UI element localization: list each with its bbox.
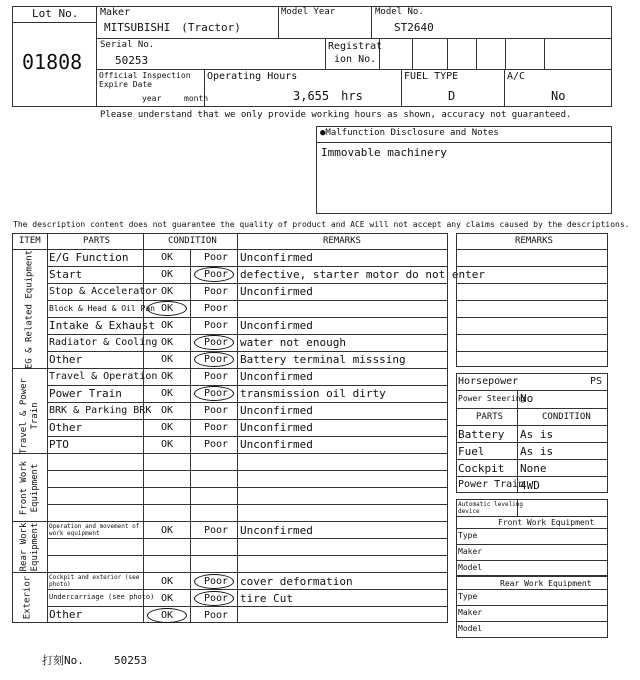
remark-text: Unconfirmed — [240, 285, 313, 298]
remark-text: tire Cut — [240, 592, 293, 605]
malfunction-box — [316, 126, 612, 214]
ok-option: OK — [161, 303, 174, 314]
poor-option: Poor — [204, 388, 229, 399]
ok-option: OK — [161, 337, 174, 348]
right-remarks-header: REMARKS — [515, 236, 553, 246]
ok-option: OK — [161, 525, 174, 536]
serial-label: Serial No. — [100, 40, 155, 50]
ok-option: OK — [161, 269, 174, 280]
poor-option: Poor — [204, 610, 229, 621]
selected-poor-marker — [194, 591, 234, 606]
front-model-label: Model — [458, 563, 483, 572]
part-label: Start — [49, 268, 83, 281]
part-label: Other — [49, 608, 83, 621]
ok-option: OK — [161, 405, 174, 416]
ok-option: OK — [161, 388, 174, 399]
ok-option: OK — [161, 320, 174, 331]
remark-text: Unconfirmed — [240, 319, 313, 332]
ok-option: OK — [161, 593, 174, 604]
battery-label: Battery — [458, 428, 505, 441]
horsepower-label: Horsepower — [458, 376, 519, 387]
rear-model-label: Model — [458, 624, 483, 633]
model-year-label: Model Year — [281, 7, 336, 17]
ac-value: No — [551, 89, 566, 103]
year-label: year — [142, 94, 162, 103]
fuel-value: As is — [520, 445, 554, 458]
auto-leveling-label: Automatic leveling — [458, 501, 524, 508]
part-label: Power Train — [49, 387, 122, 400]
remark-text: water not enough — [240, 336, 346, 349]
poor-option: Poor — [204, 269, 229, 280]
lot-number: 01808 — [22, 50, 83, 74]
lot-label: Lot No. — [32, 7, 79, 20]
spec-parts-header: PARTS — [476, 412, 504, 422]
part-label: Travel & Operation — [49, 371, 158, 382]
rear-work-title: Rear Work Equipment — [500, 579, 592, 588]
ok-option: OK — [161, 286, 174, 297]
part-label: Undercarriage (see photo) — [49, 593, 155, 601]
remark-text: defective, starter motor do not enter — [240, 268, 486, 281]
part-label: Intake & Exhaust — [49, 319, 155, 332]
model-no-value: ST2640 — [394, 21, 434, 34]
remark-text: transmission oil dirty — [240, 387, 386, 400]
disclaimer: The description content does not guarantee the quality of product and ACE will not accept any claims caused by the descriptions. — [13, 220, 630, 229]
ok-option: OK — [161, 422, 174, 433]
ok-option: OK — [161, 610, 174, 621]
inspection-label: Official Inspection — [99, 71, 191, 80]
ok-option: OK — [161, 354, 174, 365]
selected-poor-marker — [194, 335, 234, 350]
cockpit-label: Cockpit — [458, 462, 505, 475]
stamp-label: 打刻No. — [42, 654, 84, 667]
front-type-label: Type — [458, 531, 478, 540]
maker-label: Maker — [100, 7, 131, 18]
part-label: Other — [49, 353, 83, 366]
hours-notice: Please understand that we only provide working hours as shown, accuracy not guaranteed. — [100, 110, 572, 120]
part-label: Radiator & Cooling — [49, 337, 158, 348]
hours-label: Operating Hours — [207, 71, 298, 82]
col-header-remarks: REMARKS — [323, 236, 361, 246]
col-header-parts: PARTS — [83, 236, 111, 246]
ac-label: A/C — [507, 71, 526, 82]
cockpit-value: None — [520, 462, 547, 475]
remark-text: Unconfirmed — [240, 370, 313, 383]
malfunction-text: Immovable machinery — [321, 146, 447, 159]
group-label-rear: Rear Work Equipment — [19, 522, 40, 572]
poor-option: Poor — [204, 252, 229, 263]
selected-poor-marker — [194, 574, 234, 589]
front-maker-label: Maker — [458, 547, 483, 556]
ok-option: OK — [161, 439, 174, 450]
selected-poor-marker — [194, 267, 234, 282]
fuel-type-label: FUEL TYPE — [404, 71, 459, 82]
poor-option: Poor — [204, 593, 229, 604]
remark-text: Unconfirmed — [240, 421, 313, 434]
part-label: BRK & Parking BRK — [49, 405, 152, 416]
group-label-eg: EG & Related Equipment — [24, 249, 35, 370]
part-label: Operation and movement of work equipment — [49, 523, 140, 537]
remark-text: Unconfirmed — [240, 404, 313, 417]
power-steering-value: No — [520, 392, 534, 405]
power-train-label: Power Train — [458, 479, 525, 490]
selected-poor-marker — [194, 386, 234, 401]
part-label: Stop & Accelerator — [49, 286, 158, 297]
malfunction-title: ●Malfunction Disclosure and Notes — [320, 128, 499, 138]
ok-option: OK — [161, 371, 174, 382]
poor-option: Poor — [204, 422, 229, 433]
registration-label: Registrat — [328, 41, 383, 52]
fuel-type-value: D — [448, 89, 456, 103]
maker-value: MITSUBISHI (Tractor) — [104, 21, 241, 34]
remark-text: Unconfirmed — [240, 438, 313, 451]
group-label-front: Front Work Equipment — [19, 460, 40, 516]
part-label: PTO — [49, 438, 69, 451]
poor-option: Poor — [204, 337, 229, 348]
month-label: month — [184, 94, 209, 103]
ok-option: OK — [161, 576, 174, 587]
poor-option: Poor — [204, 405, 229, 416]
poor-option: Poor — [204, 371, 229, 382]
auto-leveling-label-2: device — [458, 508, 480, 515]
registration-label-2: ion No. — [334, 54, 377, 65]
selected-poor-marker — [194, 352, 234, 367]
hours-value: 3,655 hrs — [293, 89, 363, 103]
poor-option: Poor — [204, 320, 229, 331]
part-label: E/G Function — [49, 251, 129, 264]
serial-value: 50253 — [115, 54, 149, 67]
power-train-value: 4WD — [520, 479, 540, 492]
col-header-item: ITEM — [19, 236, 41, 246]
part-label: Other — [49, 421, 83, 434]
battery-value: As is — [520, 428, 554, 441]
model-no-label: Model No. — [375, 7, 424, 17]
fuel-label: Fuel — [458, 445, 485, 458]
col-header-condition: CONDITION — [168, 236, 217, 246]
power-steering-label: Power Steering — [458, 394, 526, 403]
poor-option: Poor — [204, 525, 229, 536]
horsepower-unit: PS — [590, 376, 603, 387]
poor-option: Poor — [204, 354, 229, 365]
poor-option: Poor — [204, 303, 229, 314]
remark-text: cover deformation — [240, 575, 353, 588]
ok-option: OK — [161, 252, 174, 263]
part-label: Cockpit and exterior (see photo) — [49, 574, 140, 588]
poor-option: Poor — [204, 576, 229, 587]
remark-text: Unconfirmed — [240, 251, 313, 264]
group-label-travel: Travel & Power Train — [19, 378, 40, 454]
remark-text: Battery terminal misssing — [240, 353, 406, 366]
spec-condition-header: CONDITION — [542, 412, 591, 422]
stamp-value: 50253 — [114, 654, 148, 667]
group-label-exterior: Exterior — [22, 575, 33, 620]
selected-ok-marker — [147, 301, 187, 316]
poor-option: Poor — [204, 286, 229, 297]
inspection-label-2: Expire Date — [99, 80, 152, 89]
selected-ok-marker — [147, 608, 187, 623]
rear-type-label: Type — [458, 592, 478, 601]
front-work-title: Front Work Equipment — [498, 518, 595, 527]
part-label: Block & Head & Oil Pan — [49, 304, 155, 313]
rear-maker-label: Maker — [458, 608, 483, 617]
remark-text: Unconfirmed — [240, 524, 313, 537]
poor-option: Poor — [204, 439, 229, 450]
